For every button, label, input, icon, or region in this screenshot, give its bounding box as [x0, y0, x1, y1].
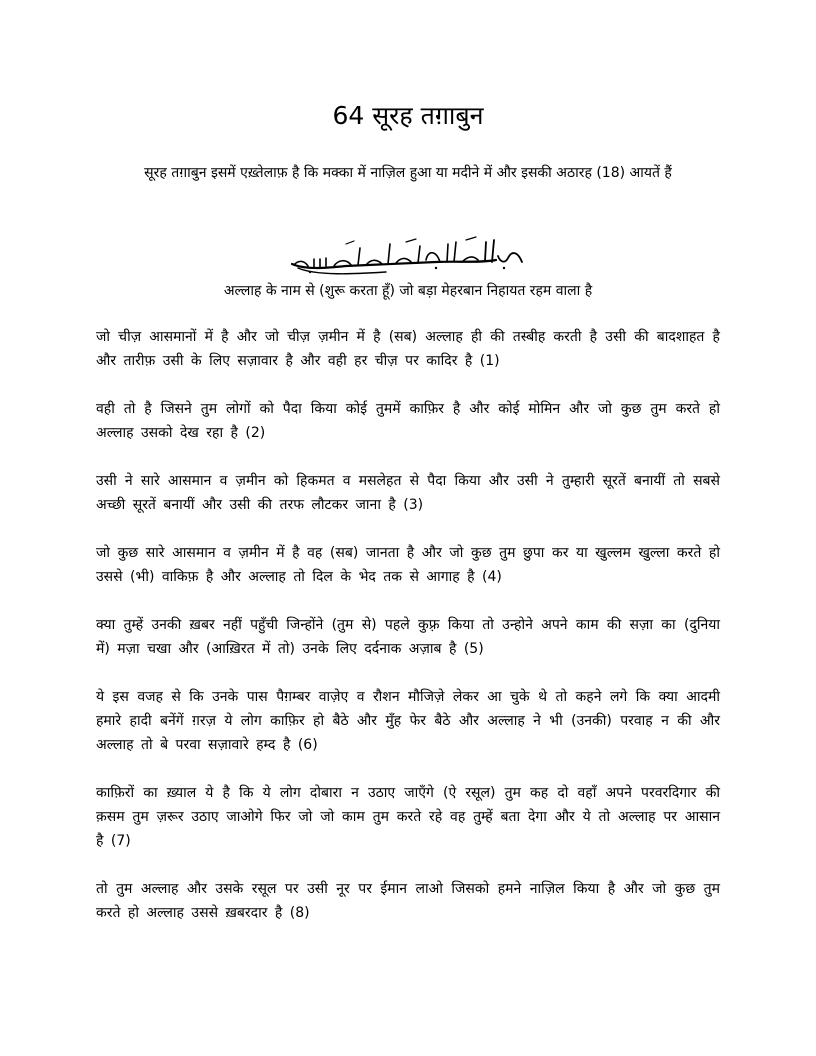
bismillah-meaning: अल्लाह के नाम से (शुरू करता हूँ) जो बड़ा मेहरबान निहायत रहम वाला है — [223, 283, 593, 299]
surah-intro: सूरह तग़ाबुन इसमें एख़्तेलाफ़ है कि मक्का में नाज़िल हुआ या मदीने में और इसकी अठारह (18) आयतें हैं — [144, 165, 672, 181]
verse-4: जो कुछ सारे आसमान व ज़मीन में है वह (सब) जानता है और जो कुछ तुम छुपा कर या खुल्लम खुल्ला करते हो उससे (भी) वाकिफ़ है और अल्लाह तो दिल के भेद तक से आगाह है (4) — [96, 545, 720, 585]
verse-1: जो चीज़ आसमानों में है और जो चीज़ ज़मीन में है (सब) अल्लाह ही की तस्बीह करती है उसी की बादशाहत है और तारीफ़ उसी के लिए सज़ावार है और वही हर चीज़ पर कादिर है (1) — [96, 329, 720, 369]
verse-7: काफ़िरों का ख़्याल ये है कि ये लोग दोबारा न उठाए जाएँगे (ऐ रसूल) तुम कह दो वहाँ अपने परवरदिगार की क़सम तुम ज़रूर उठाए जाओगे फिर जो जो काम तुम करते रहे वह तुम्हें बता देगा और ये तो अल्लाह पर आसान है (7) — [96, 785, 720, 849]
verse-5: क्या तुम्हें उनकी ख़बर नहीं पहुँची जिन्होंने (तुम से) पहले कुफ़्र किया तो उन्होने अपने काम की सज़ा का (दुनिया में) मज़ा चखा और (आख़िरत में तो) उनके लिए दर्दनाक अज़ाब है (5) — [96, 617, 720, 657]
verse-6: ये इस वजह से कि उनके पास पैग़म्बर वाज़ेए व रौशन मौजिज़े लेकर आ चुके थे तो कहने लगे कि क्या आदमी हमारे हादी बनेंगें ग़रज़ ये लोग काफ़िर हो बैठे और मुँह फेर बैठे और अल्लाह ने भी (उनकी) परवाह न की और अल्लाह तो बे परवा सज़ावारे हम्द है (6) — [96, 689, 720, 753]
verses-list — [96, 325, 720, 949]
verse-8: तो तुम अल्लाह और उसके रसूल पर उसी नूर पर ईमान लाओ जिसको हमने नाज़िल किया है और जो कुछ तुम करते हो अल्लाह उससे ख़बरदार है (8) — [96, 881, 720, 921]
verse-3: उसी ने सारे आसमान व ज़मीन को हिकमत व मसलेहत से पैदा किया और उसी ने तुम्हारी सूरतें बनायीं तो सबसे अच्छी सूरतें बनायीं और उसी की तरफ लौटकर जाना है (3) — [96, 473, 720, 513]
verse-2: वही तो है जिसने तुम लोगों को पैदा किया कोई तुममें काफ़िर है और कोई मोमिन और जो कुछ तुम करते हो अल्लाह उसको देख रहा है (2) — [96, 401, 720, 441]
surah-title: 64 सूरह तग़ाबुन — [332, 101, 484, 130]
bismillah-calligraphy — [286, 232, 530, 276]
bismillah-calligraphy-image — [286, 232, 530, 276]
